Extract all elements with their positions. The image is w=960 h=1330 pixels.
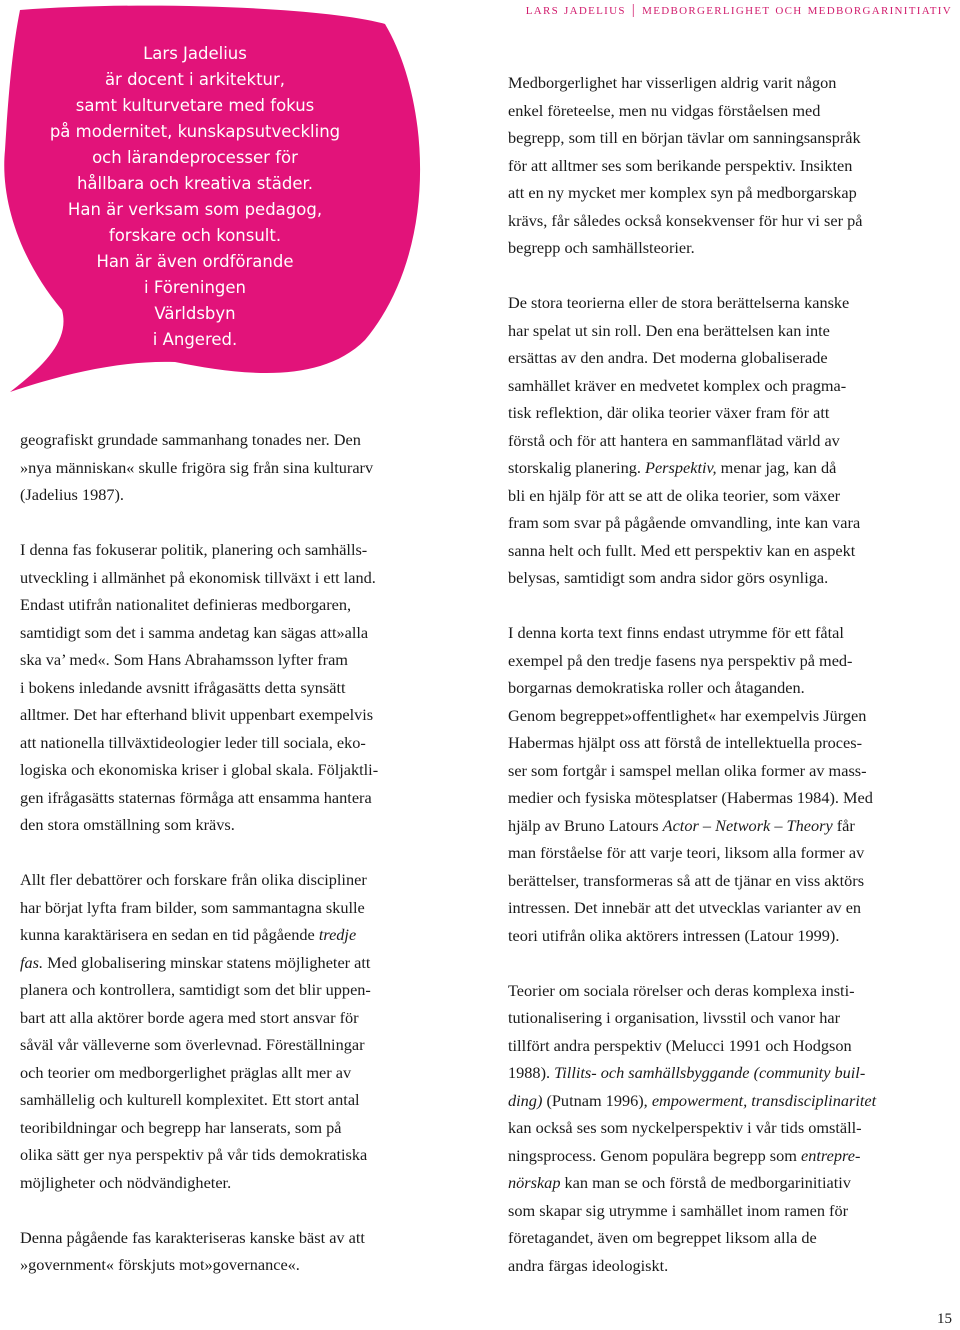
text-line: utveckling i allmänhet på ekonomisk tillväxt i ett land. (20, 567, 376, 587)
text-line: som skapar sig utrymme i samhället inom ramen för (508, 1200, 849, 1220)
text-line: och teorier om medborgerlighet präglas allt mer av (20, 1062, 352, 1082)
text-run: 1988). (508, 1063, 555, 1082)
text-line: I denna fas fokuserar politik, planering och samhälls- (20, 540, 368, 559)
text-line: begrepp och samhällsteorier. (508, 238, 695, 257)
text-line (508, 1087, 960, 1115)
text-line: berättelser, transformeras så att de tjänar en viss aktörs (508, 870, 865, 890)
author-bio-text (30, 41, 360, 353)
text-line: för att alltmer ses som berikande perspektiv. Insikten (508, 155, 853, 175)
text-line: teori utifrån olika aktörers intressen (Latour 1999). (508, 925, 840, 945)
text-line: i bokens inledande avsnitt ifrågasätts detta synsätt (20, 677, 346, 697)
bio-line: Han är verksam som pedagog, (67, 200, 323, 219)
text-line (508, 812, 960, 840)
bio-line: Världsbyn (154, 304, 236, 323)
text-line: samhället kräver en medvetet komplex och pragma- (508, 375, 847, 395)
bio-line: är docent i arkitektur, (104, 70, 286, 89)
text-run: ningsprocess. Genom populära begrepp som (508, 1145, 801, 1165)
text-line: såväl vår välleverne som överlevnad. Föreställningar (20, 1035, 365, 1054)
header-author: lars jadelius (525, 2, 626, 18)
text-run: storskalig planering. (508, 458, 646, 477)
text-line: Denna pågående fas karakteriseras kanske bäst av att (20, 1227, 365, 1247)
text-line: (Jadelius 1987). (20, 485, 124, 504)
text-line: samtidigt som det i samma andetag kan sägas att»alla (20, 622, 369, 642)
italic-term: entrepre- (801, 1145, 861, 1165)
text-run: kunna karaktärisera en sedan en tid pågående (20, 925, 319, 944)
text-line: har börjat lyfta fram bilder, som sammantagna skulle (20, 897, 365, 917)
text-line (508, 1059, 960, 1087)
text-line: medier och fysiska mötesplatser (Habermas 1984). Med (508, 788, 873, 807)
text-line: ska va’ med«. Som Hans Abrahamsson lyfter fram (20, 650, 348, 669)
italic-term: fas. (20, 952, 44, 972)
text-line: I denna korta text finns endast utrymme för ett fåtal (508, 623, 844, 642)
text-line: sanna helt och fullt. Med ett perspektiv kan en aspekt (508, 540, 856, 560)
text-line: alltmer. Det har efterhand blivit uppenbart exempelvis (20, 705, 374, 724)
text-run: kan man se och förstå de medborgarinitiativ (560, 1173, 851, 1192)
text-line: De stora teorierna eller de stora berättelserna kanske (508, 293, 850, 312)
text-line (508, 1169, 960, 1197)
paragraph (20, 426, 470, 509)
text-line: kan också ses som nyckelperspektiv i vår tids omställ- (508, 1118, 862, 1137)
text-line: »nya människan« skulle frigöra sig från sina kulturarv (20, 457, 374, 477)
paragraph (508, 977, 960, 1280)
text-line: har spelat ut sin roll. Den ena berättelsen kan inte (508, 320, 830, 340)
text-line: »government« förskjuts mot»governance«. (20, 1255, 300, 1274)
paragraph (20, 536, 470, 839)
bio-line: i Föreningen (144, 278, 246, 297)
text-line: den stora omställning som krävs. (20, 815, 235, 834)
text-line: bart att alla aktörer borde agera med stort ansvar för (20, 1007, 359, 1027)
italic-term: ding) (508, 1090, 543, 1110)
text-line: intressen. Det innebär att det utvecklas varianter av en (508, 898, 862, 917)
text-run: Med globalisering minskar statens möjligheter att (43, 952, 371, 972)
paragraph (20, 1224, 470, 1279)
bio-line: forskare och konsult. (108, 226, 282, 245)
text-line: olika sätt ger nya perspektiv på vår tids demokratiska (20, 1145, 368, 1164)
right-column (508, 69, 960, 1279)
italic-term: Actor – Network – Theory (662, 815, 833, 835)
italic-term: Perspektiv, (645, 458, 717, 477)
text-line: andra färgas ideologiskt. (508, 1255, 669, 1275)
text-line: borgarnas demokratiska roller och åtaganden. (508, 678, 805, 697)
text-line: tisk reflektion, där olika teorier växer fram för att (508, 403, 830, 422)
text-line (20, 949, 470, 977)
text-line (20, 921, 470, 949)
text-line: Genom begreppet»offentlighet« har exempelvis Jürgen (508, 705, 867, 725)
bio-line: i Angered. (152, 330, 238, 349)
author-bio-bubble (0, 0, 460, 400)
paragraph (508, 69, 960, 262)
text-line: teoribildningar och begrepp har lanserats, som på (20, 1117, 342, 1137)
italic-term: Tillits- och samhällsbyggande (community buil- (554, 1063, 866, 1082)
text-line: samhällelig och kulturell komplexitet. Ett stort antal (20, 1090, 360, 1109)
text-line (508, 1142, 960, 1170)
text-line: företagandet, även om begreppet liksom alla de (508, 1228, 817, 1247)
text-run: hjälp av Bruno Latours (508, 815, 663, 835)
left-column (20, 426, 470, 1279)
text-line: Medborgerlighet har visserligen aldrig varit någon (508, 73, 837, 92)
italic-term: empowerment, transdisciplinaritet (651, 1090, 877, 1110)
text-line: enkel företeelse, men nu vidgas förståelsen med (508, 100, 821, 120)
text-line: ersättas av den andra. Det moderna globaliserade (508, 348, 828, 367)
italic-term: tredje (318, 925, 357, 944)
paragraph (508, 619, 960, 949)
text-run: menar jag, kan då (716, 458, 837, 477)
text-line: att en ny mycket mer komplex syn på medborgarskap (508, 183, 857, 202)
italic-term: nörskap (508, 1173, 561, 1192)
text-line: fram som svar på pågående omvandling, inte kan vara (508, 513, 861, 532)
text-run: får (832, 815, 855, 835)
paragraph (508, 289, 960, 592)
text-line: exempel på den tredje fasens nya perspektiv på med- (508, 650, 853, 670)
running-header (526, 2, 952, 19)
bio-line: samt kulturvetare med fokus (75, 96, 315, 115)
text-line: Teorier om sociala rörelser och deras komplexa insti- (508, 980, 855, 1000)
bio-line: hållbara och kreativa städer. (76, 174, 314, 193)
header-title: medborgerlighet och medborgarinitiativ (642, 2, 952, 18)
text-run: (Putnam 1996), (542, 1090, 652, 1110)
text-line: bli en hjälp för att se att de olika teorier, som växer (508, 485, 841, 505)
text-line: möjligheter och nödvändigheter. (20, 1172, 232, 1192)
text-line: planera och kontrollera, samtidigt som det blir uppen- (20, 980, 371, 999)
text-line: belysas, samtidigt som andra sidor görs osynliga. (508, 568, 829, 587)
text-line: ser som fortgår i samspel mellan olika former av mass- (508, 760, 867, 780)
paragraph (20, 866, 470, 1196)
bio-line: Lars Jadelius (143, 44, 247, 63)
text-line: gen ifrågasätts staternas förmåga att ensamma hantera (20, 787, 372, 807)
text-line: Allt fler debattörer och forskare från olika discipliner (20, 870, 367, 889)
text-line: man förståelse för att varje teori, liksom alla former av (508, 843, 865, 862)
text-line: tillfört andra perspektiv (Melucci 1991 och Hodgson (508, 1035, 852, 1055)
text-line: begrepp, som till en början tävlar om sanningsanspråk (508, 128, 861, 147)
bio-line: på modernitet, kunskapsutveckling (49, 122, 341, 141)
text-line: krävs, får således också konsekvenser för hur vi ser på (508, 210, 863, 230)
text-line: geografiskt grundade sammanhang tonades ner. Den (20, 430, 361, 449)
bio-line: Han är även ordförande (96, 252, 294, 271)
text-line: logiska och ekonomiska kriser i global skala. Följaktli- (20, 760, 379, 779)
text-line: tutionalisering i organisation, livsstil och vanor har (508, 1008, 841, 1027)
page-number: 15 (937, 1311, 952, 1327)
text-line: förstå och för att hantera en sammanflätad värld av (508, 430, 840, 450)
bio-line: och lärandeprocesser för (92, 148, 298, 167)
header-separator: | (631, 2, 637, 18)
text-line: Habermas hjälpt oss att förstå de intellektuella proces- (508, 733, 862, 752)
text-line (508, 454, 960, 482)
text-line: Endast utifrån nationalitet definieras medborgaren, (20, 595, 352, 614)
text-line: att nationella tillväxtideologier leder till sociala, eko- (20, 732, 366, 752)
